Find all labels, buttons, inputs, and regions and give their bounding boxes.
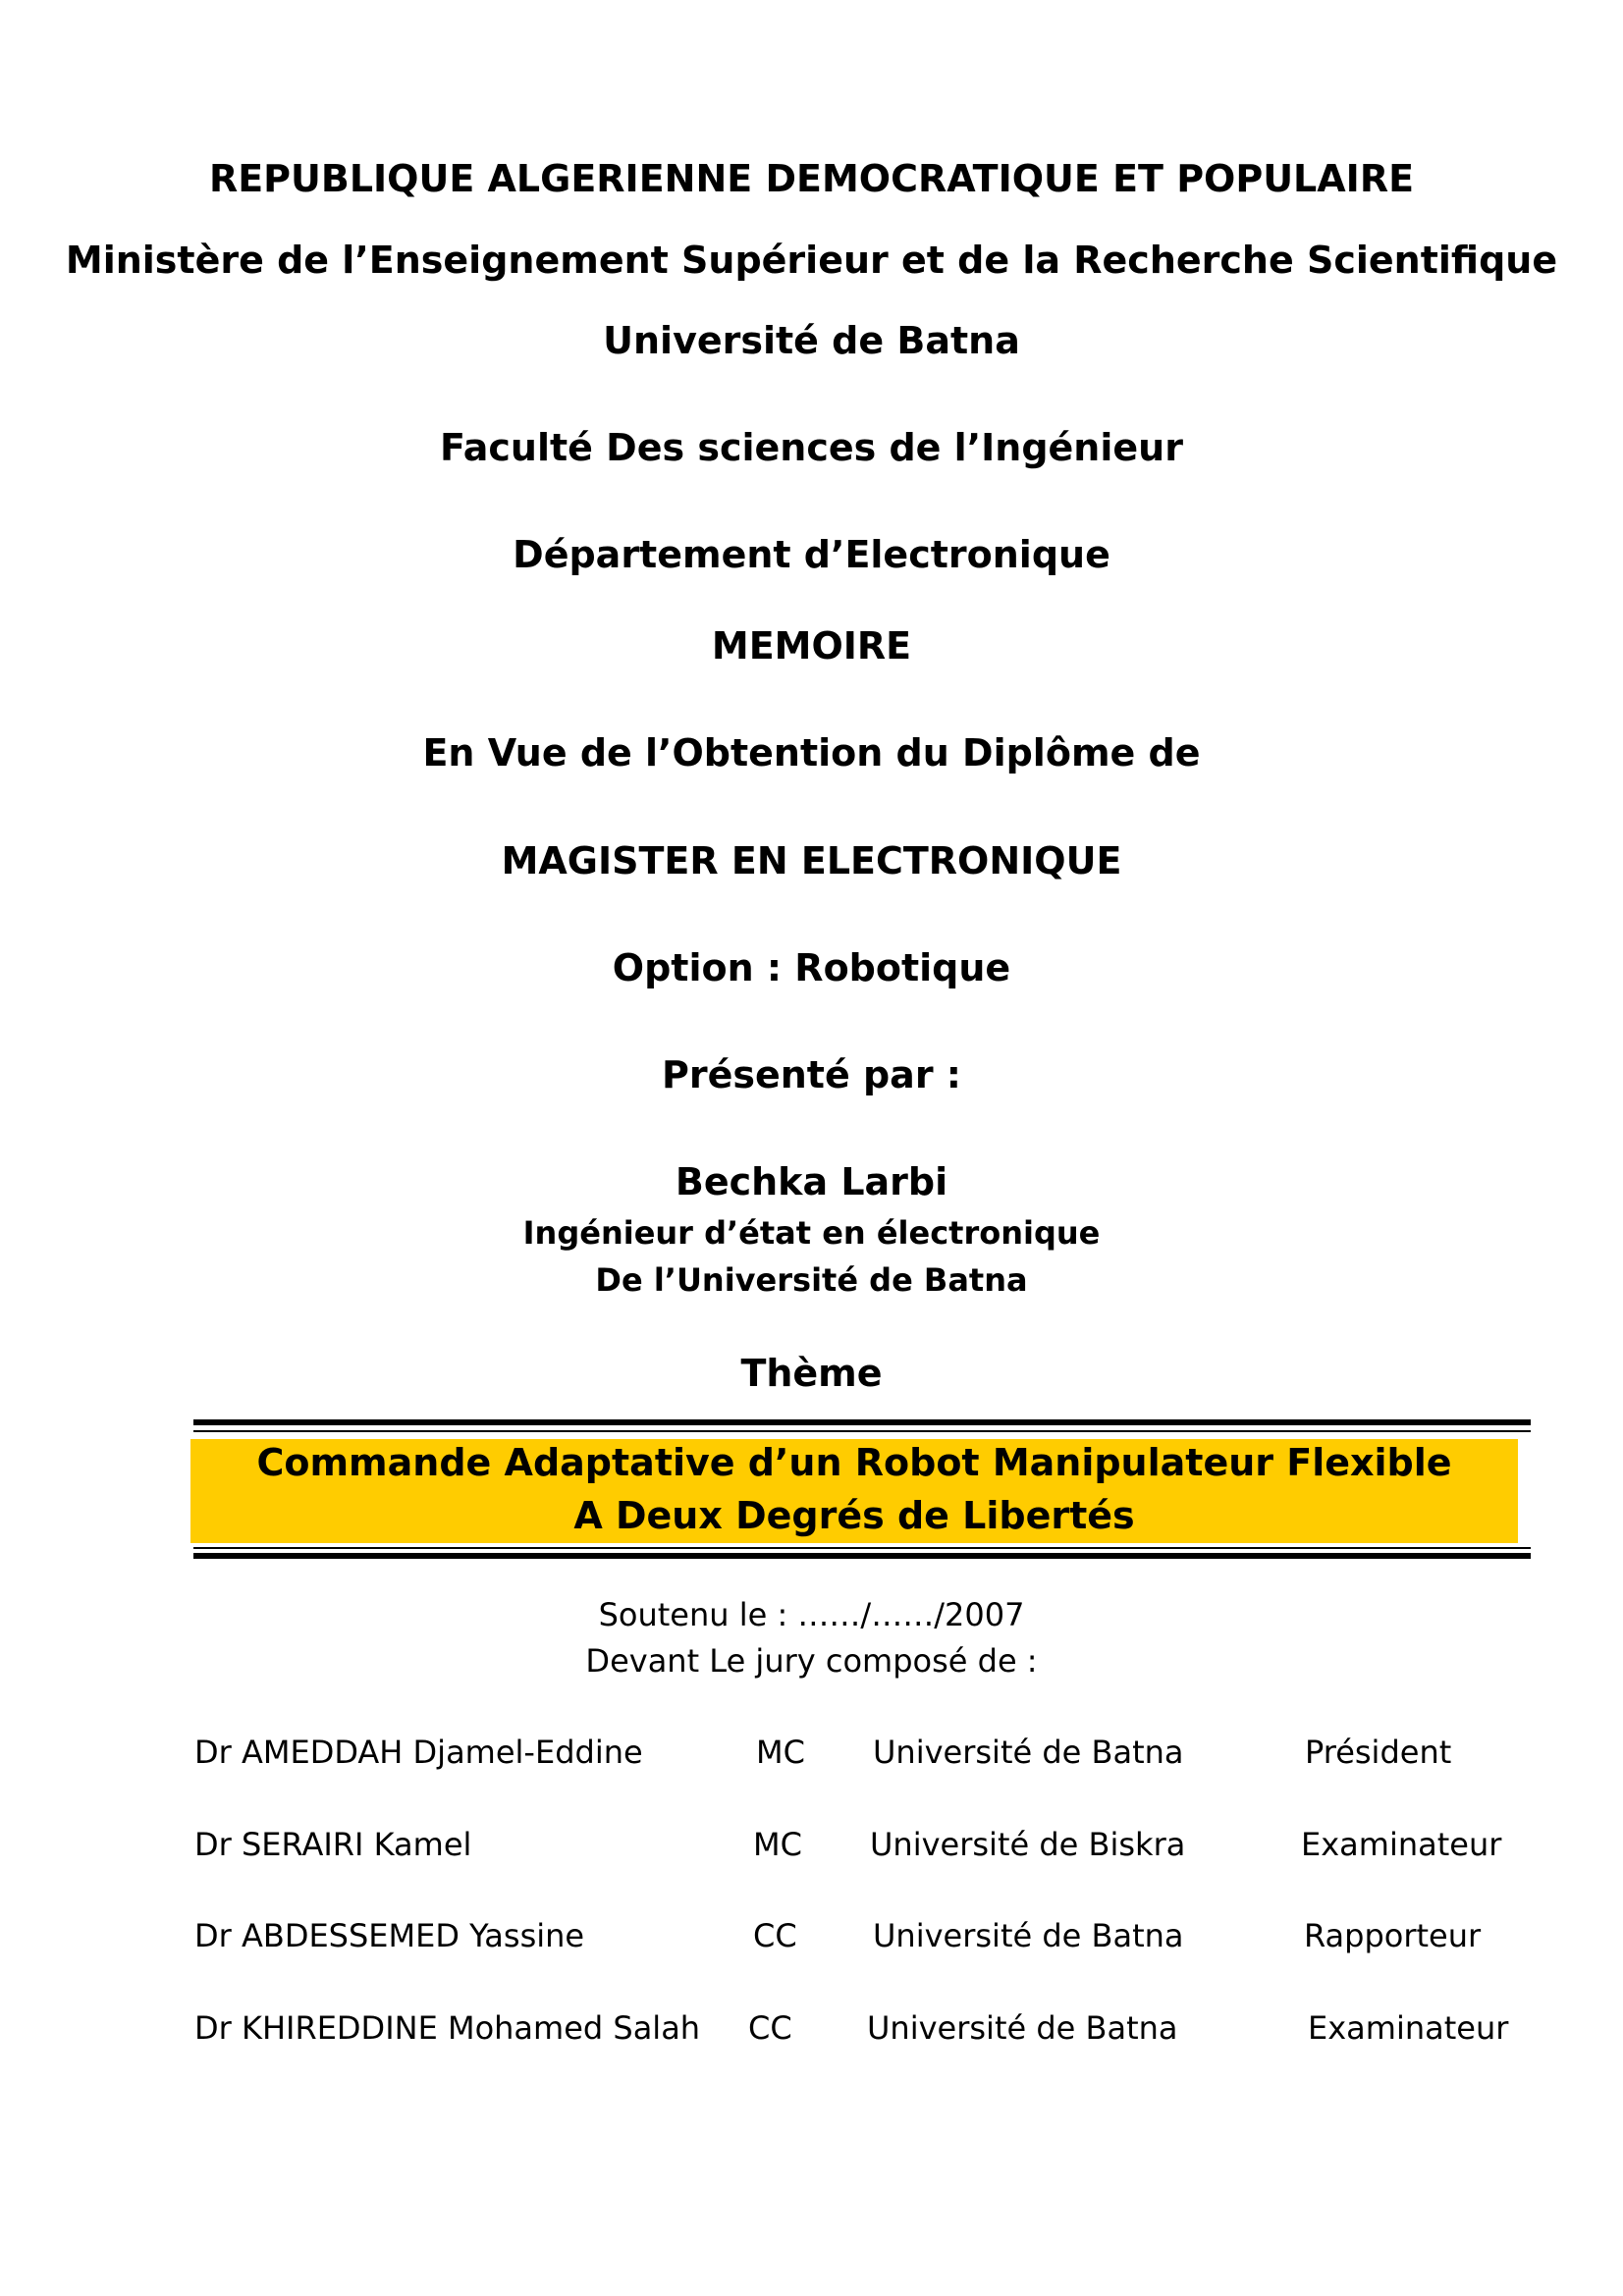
degree-title: MAGISTER EN ELECTRONIQUE [501, 839, 1122, 882]
jury-member-name: Dr ABDESSEMED Yassine [194, 1917, 585, 1954]
theme-heading: Thème [740, 1352, 883, 1395]
bottom-thick-rule [193, 1553, 1531, 1559]
theme-title-box [190, 1439, 1518, 1543]
jury-member-name: Dr AMEDDAH Djamel-Eddine [194, 1734, 643, 1771]
jury-intro: Devant Le jury composé de : [585, 1642, 1038, 1680]
top-thick-rule [193, 1419, 1531, 1425]
faculty-heading: Faculté Des sciences de l’Ingénieur [440, 426, 1183, 469]
author-origin: De l’Université de Batna [595, 1261, 1028, 1299]
jury-member-role: Examinateur [1308, 2009, 1509, 2047]
jury-member-role: Président [1305, 1734, 1452, 1771]
theme-title-line-2: A Deux Degrés de Libertés [573, 1494, 1135, 1537]
jury-member-institution: Université de Batna [867, 2009, 1178, 2047]
option-line: Option : Robotique [612, 946, 1011, 989]
theme-title-line-1: Commande Adaptative d’un Robot Manipulateur Flexible [256, 1441, 1452, 1484]
republic-heading: REPUBLIQUE ALGERIENNE DEMOCRATIQUE ET POPULAIRE [208, 157, 1415, 200]
jury-member-grade: MC [753, 1826, 802, 1863]
bottom-thin-rule [193, 1547, 1531, 1549]
jury-member-name: Dr SERAIRI Kamel [194, 1826, 472, 1863]
defense-date: Soutenu le : ……/……/2007 [598, 1596, 1025, 1633]
jury-member-institution: Université de Batna [873, 1917, 1184, 1954]
jury-member-grade: MC [756, 1734, 805, 1771]
ministry-heading: Ministère de l’Enseignement Supérieur et de la Recherche Scientifique [65, 239, 1558, 282]
top-thin-rule [193, 1430, 1531, 1432]
department-heading: Département d’Electronique [513, 533, 1110, 576]
diploma-purpose: En Vue de l’Obtention du Diplôme de [422, 731, 1201, 774]
presented-by: Présenté par : [662, 1053, 961, 1096]
document-type: MEMOIRE [711, 624, 912, 667]
jury-member-institution: Université de Biskra [870, 1826, 1186, 1863]
jury-member-role: Examinateur [1301, 1826, 1502, 1863]
jury-member-grade: CC [753, 1917, 797, 1954]
jury-member-grade: CC [748, 2009, 792, 2047]
author-title: Ingénieur d’état en électronique [522, 1214, 1101, 1252]
jury-member-role: Rapporteur [1304, 1917, 1482, 1954]
university-heading: Université de Batna [603, 319, 1020, 362]
jury-member-institution: Université de Batna [873, 1734, 1184, 1771]
jury-member-name: Dr KHIREDDINE Mohamed Salah [194, 2009, 701, 2047]
author-name: Bechka Larbi [675, 1160, 948, 1203]
